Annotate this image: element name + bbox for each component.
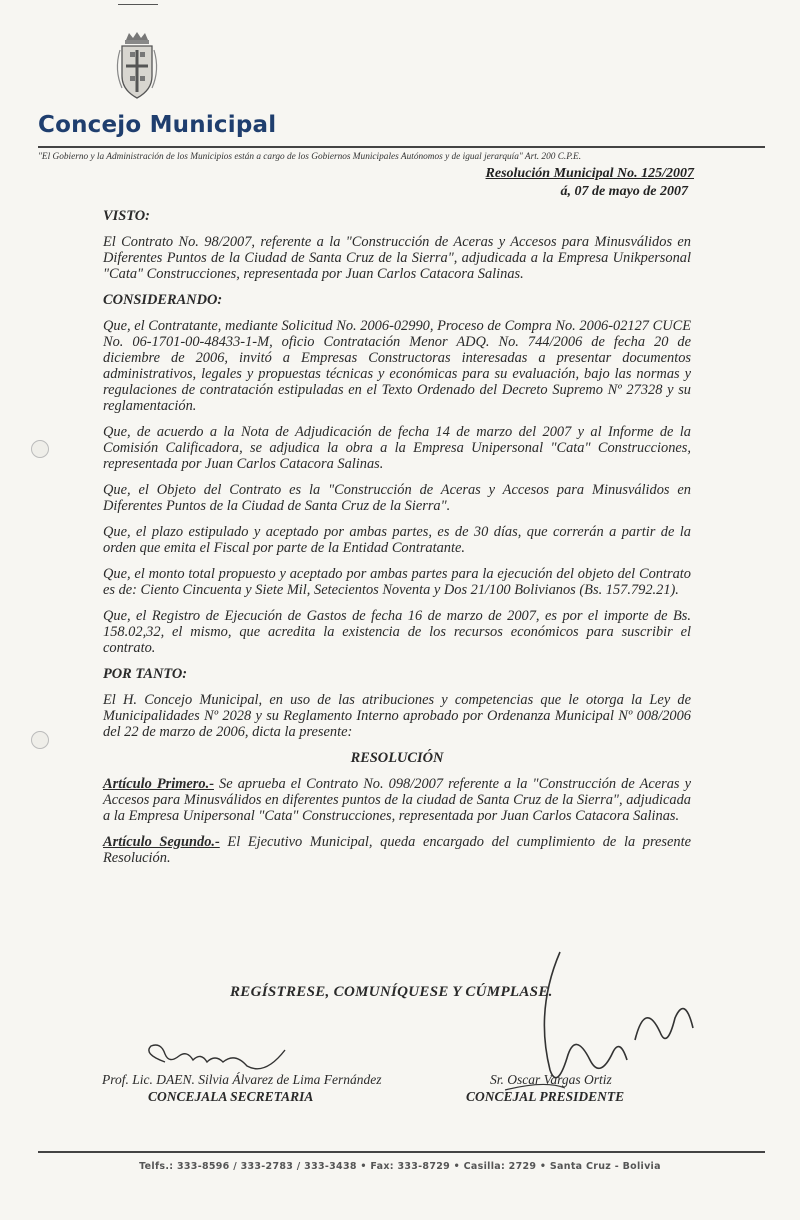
left-signer-role: CONCEJALA SECRETARIA — [148, 1089, 314, 1104]
considerando-paragraph: Que, el Objeto del Contrato es la "Construcción de Aceras y Accesos para Minusválidos en Diferentes Puntos de la Ciudad de Santa Cruz de la Sierra". — [103, 482, 691, 514]
resolution-date: á, 07 de mayo de 2007 — [560, 184, 688, 199]
por-tanto-heading: POR TANTO: — [103, 666, 188, 682]
top-edge-line — [118, 4, 158, 5]
closing-formula: REGÍSTRESE, COMUNÍQUESE Y CÚMPLASE. — [230, 984, 553, 1000]
institution-name: Concejo Municipal — [38, 112, 277, 138]
article-second-label: Artículo Segundo.- — [103, 834, 220, 850]
por-tanto-text: El H. Concejo Municipal, en uso de las atribuciones y competencias que le otorga la Ley de Municipalidades Nº 2028 y su Reglamento Interno aprobado por Ordenanza Municipal Nº 008/2006 del 22 de marzo de 2006, dicta la presente: — [103, 692, 691, 740]
document-body — [103, 208, 691, 876]
article-second — [103, 834, 691, 866]
footer-divider — [38, 1151, 765, 1153]
resolucion-heading: RESOLUCIÓN — [350, 750, 444, 766]
considerando-paragraph: Que, de acuerdo a la Nota de Adjudicación de fecha 14 de marzo del 2007 y al Informe de la Comisión Calificadora, se adjudica la obra a la Empresa Unipersonal "Cata" Construcciones, representada por Juan Carlos Catacora Salinas. — [103, 424, 691, 472]
header-divider — [38, 146, 765, 148]
considerando-paragraph: Que, el Registro de Ejecución de Gastos de fecha 16 de marzo de 2007, es por el importe de Bs. 158.02,32, el mismo, que acredita la existencia de los recursos económicos para suscribir el contrato. — [103, 608, 691, 656]
considerando-paragraph: Que, el Contratante, mediante Solicitud No. 2006-02990, Proceso de Compra No. 2006-02127 CUCE No. 06-1701-00-48433-1-M, oficio Contratación Menor ADQ. No. 744/2006 de fecha 20 de diciembre de 2006, invitó a Empresas Constructoras interesadas a presentar documentos administrativos, legales y propuestas técnicas y económicas para su evaluación, bajo las normas y regulaciones de contratación estipuladas en el Texto Ordenado del Decreto Supremo Nº 27328 y su reglamentación. — [103, 318, 691, 414]
article-first — [103, 776, 691, 824]
visto-heading: VISTO: — [103, 208, 150, 224]
considerando-heading: CONSIDERANDO: — [103, 292, 223, 308]
punch-hole — [31, 440, 49, 458]
article-second-text: El Ejecutivo Municipal, queda encargado del cumplimiento de la presente Resolución. — [103, 834, 691, 866]
considerando-paragraph: Que, el monto total propuesto y aceptado por ambas partes para la ejecución del objeto del Contrato es de: Ciento Cincuenta y Siete Mil, Setecientos Noventa y Dos 21/100 Bolivianos (Bs. 157.792.21). — [103, 566, 691, 598]
footer-contact: Telfs.: 333-8596 / 333-2783 / 333-3438 • Fax: 333-8729 • Casilla: 2729 • Santa Cruz - Bolivia — [139, 1161, 661, 1172]
left-signer-name: Prof. Lic. DAEN. Silvia Álvarez de Lima Fernández — [102, 1072, 382, 1087]
right-signer-role: CONCEJAL PRESIDENTE — [466, 1089, 625, 1104]
visto-text: El Contrato No. 98/2007, referente a la "Construcción de Aceras y Accesos para Minusválidos en Diferentes Puntos de la Ciudad de Santa Cruz de la Sierra", adjudicada a la Empresa Unikpersonal "Cata" Construcciones, representada por Juan Carlos Catacora Salinas. — [103, 234, 691, 282]
article-first-text: Se aprueba el Contrato No. 098/2007 referente a la "Construcción de Aceras y Accesos para Minusválidos en diferentes puntos de la ciudad de Santa Cruz de la Sierra", adjudicada a la Empresa Unipersonal "Cata" Construcciones, representada por Juan Carlos Catacora Salinas. — [103, 776, 691, 824]
resolution-number: Resolución Municipal No. 125/2007 — [485, 166, 694, 181]
right-signer-name: Sr. Oscar Vargas Ortiz — [490, 1072, 612, 1087]
coat-of-arms-icon — [112, 30, 162, 110]
considerando-paragraph: Que, el plazo estipulado y aceptado por ambas partes, es de 30 días, que correrán a partir de la orden que emita el Fiscal por parte de la Entidad Contratante. — [103, 524, 691, 556]
punch-hole — [31, 731, 49, 749]
header-motto: "El Gobierno y la Administración de los Municipios están a cargo de los Gobiernos Municipales Autónomos y de igual jerarquía" Art. 200 C.P.E. — [38, 152, 582, 162]
article-first-label: Artículo Primero.- — [103, 776, 214, 792]
